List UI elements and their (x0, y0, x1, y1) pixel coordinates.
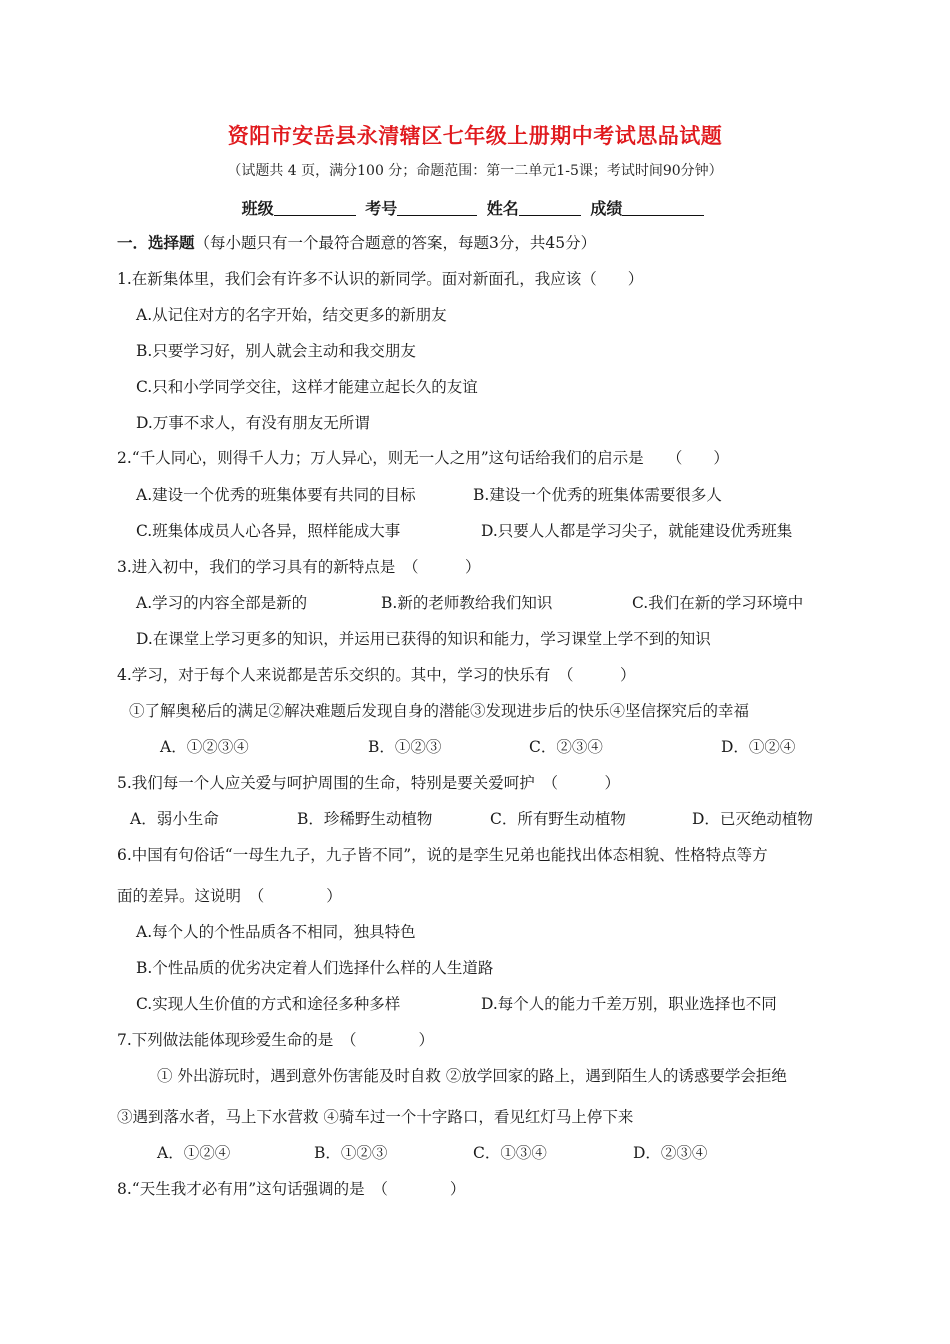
question-2-stem: 2.“千人同心，则得千人力；万人异心，则无一人之用”这句话给我们的启示是 （ ） (117, 449, 729, 467)
question-3-option-b: B.新的老师教给我们知识 (381, 594, 553, 612)
question-1-option-b: B.只要学习好，别人就会主动和我交朋友 (136, 342, 416, 360)
page-title: 资阳市安岳县永清辖区七年级上册期中考试思品试题 (227, 123, 723, 148)
student-info-row (0, 196, 950, 219)
question-4-items: ①了解奥秘后的满足②解决难题后发现自身的潜能③发现进步后的快乐④坚信探究后的幸福 (129, 702, 750, 720)
question-6-option-a: A.每个人的个性品质各不相同，独具特色 (136, 923, 416, 941)
question-2-option-a: A.建设一个优秀的班集体要有共同的目标 (136, 486, 416, 504)
section-note: （每小题只有一个最符合题意的答案，每题3分，共45分） (194, 234, 597, 252)
question-5-option-a: A．弱小生命 (130, 810, 219, 828)
question-4-stem: 4.学习，对于每个人来说都是苦乐交织的。其中，学习的快乐有 （ ） (117, 666, 636, 684)
question-3-option-c: C.我们在新的学习环境中 (632, 594, 804, 612)
question-5-option-d: D．已灭绝动植物 (692, 810, 813, 828)
question-4-option-b: B．①②③ (368, 738, 442, 756)
question-4-option-d: D．①②④ (721, 738, 796, 756)
question-7-option-c: C．①③④ (473, 1144, 547, 1162)
question-6-option-b: B.个性品质的优劣决定着人们选择什么样的人生道路 (136, 959, 494, 977)
question-1-option-d: D.万事不求人，有没有朋友无所谓 (136, 414, 370, 432)
question-6-stem-line2: 面的差异。这说明 （ ） (117, 887, 342, 905)
exam-info: （试题共 4 页，满分100 分；命题范围：第一二单元1-5课；考试时间90分钟） (227, 163, 723, 179)
question-6-option-d: D.每个人的能力千差万别，职业选择也不同 (481, 995, 777, 1013)
question-4-option-a: A．①②③④ (160, 738, 249, 756)
class-blank (274, 199, 356, 216)
question-5-option-c: C．所有野生动植物 (490, 810, 626, 828)
score-blank (622, 199, 704, 216)
question-6-stem-line1: 6.中国有句俗话“一母生九子，九子皆不同”，说的是孪生兄弟也能找出体态相貌、性格特点等方 (117, 846, 768, 864)
question-7-option-a: A．①②④ (157, 1144, 231, 1162)
question-5-option-b: B．珍稀野生动植物 (297, 810, 433, 828)
class-label: 班级 (241, 199, 274, 218)
exam-number-label: 考号 (365, 199, 398, 218)
question-2-option-c: C.班集体成员人心各异，照样能成大事 (136, 522, 401, 540)
question-8-stem: 8.“天生我才必有用”这句话强调的是 （ ） (117, 1180, 466, 1198)
name-blank (519, 199, 581, 216)
question-5-stem: 5.我们每一个人应关爱与呵护周围的生命，特别是要关爱呵护 （ ） (117, 774, 621, 792)
question-7-option-b: B．①②③ (314, 1144, 388, 1162)
section-title: 一．选择题 (117, 233, 195, 252)
question-4-option-c: C．②③④ (529, 738, 603, 756)
question-3-stem: 3.进入初中，我们的学习具有的新特点是 （ ） (117, 558, 481, 576)
question-1-stem: 1.在新集体里，我们会有许多不认识的新同学。面对新面孔，我应该（ ） (117, 270, 644, 288)
question-2-option-b: B.建设一个优秀的班集体需要很多人 (473, 486, 722, 504)
name-label: 姓名 (486, 199, 519, 218)
question-7-items-line2: ③遇到落水者，马上下水营救 ④骑车过一个十字路口，看见红灯马上停下来 (117, 1108, 634, 1126)
question-2-option-d: D.只要人人都是学习尖子，就能建设优秀班集 (481, 522, 793, 540)
question-3-option-a: A.学习的内容全部是新的 (136, 594, 308, 612)
question-1-option-c: C.只和小学同学交往，这样才能建立起长久的友谊 (136, 378, 478, 396)
section-heading (117, 233, 596, 253)
question-7-option-d: D．②③④ (633, 1144, 708, 1162)
question-3-option-d: D.在课堂上学习更多的知识，并运用已获得的知识和能力，学习课堂上学不到的知识 (136, 630, 711, 648)
question-7-stem: 7.下列做法能体现珍爱生命的是 （ ） (117, 1031, 435, 1049)
question-1-option-a: A.从记住对方的名字开始，结交更多的新朋友 (136, 306, 447, 324)
question-6-option-c: C.实现人生价值的方式和途径多种多样 (136, 995, 401, 1013)
exam-number-blank (397, 199, 477, 216)
score-label: 成绩 (590, 199, 623, 218)
question-7-items-line1: ① 外出游玩时，遇到意外伤害能及时自救 ②放学回家的路上，遇到陌生人的诱惑要学会拒绝 (157, 1067, 787, 1085)
